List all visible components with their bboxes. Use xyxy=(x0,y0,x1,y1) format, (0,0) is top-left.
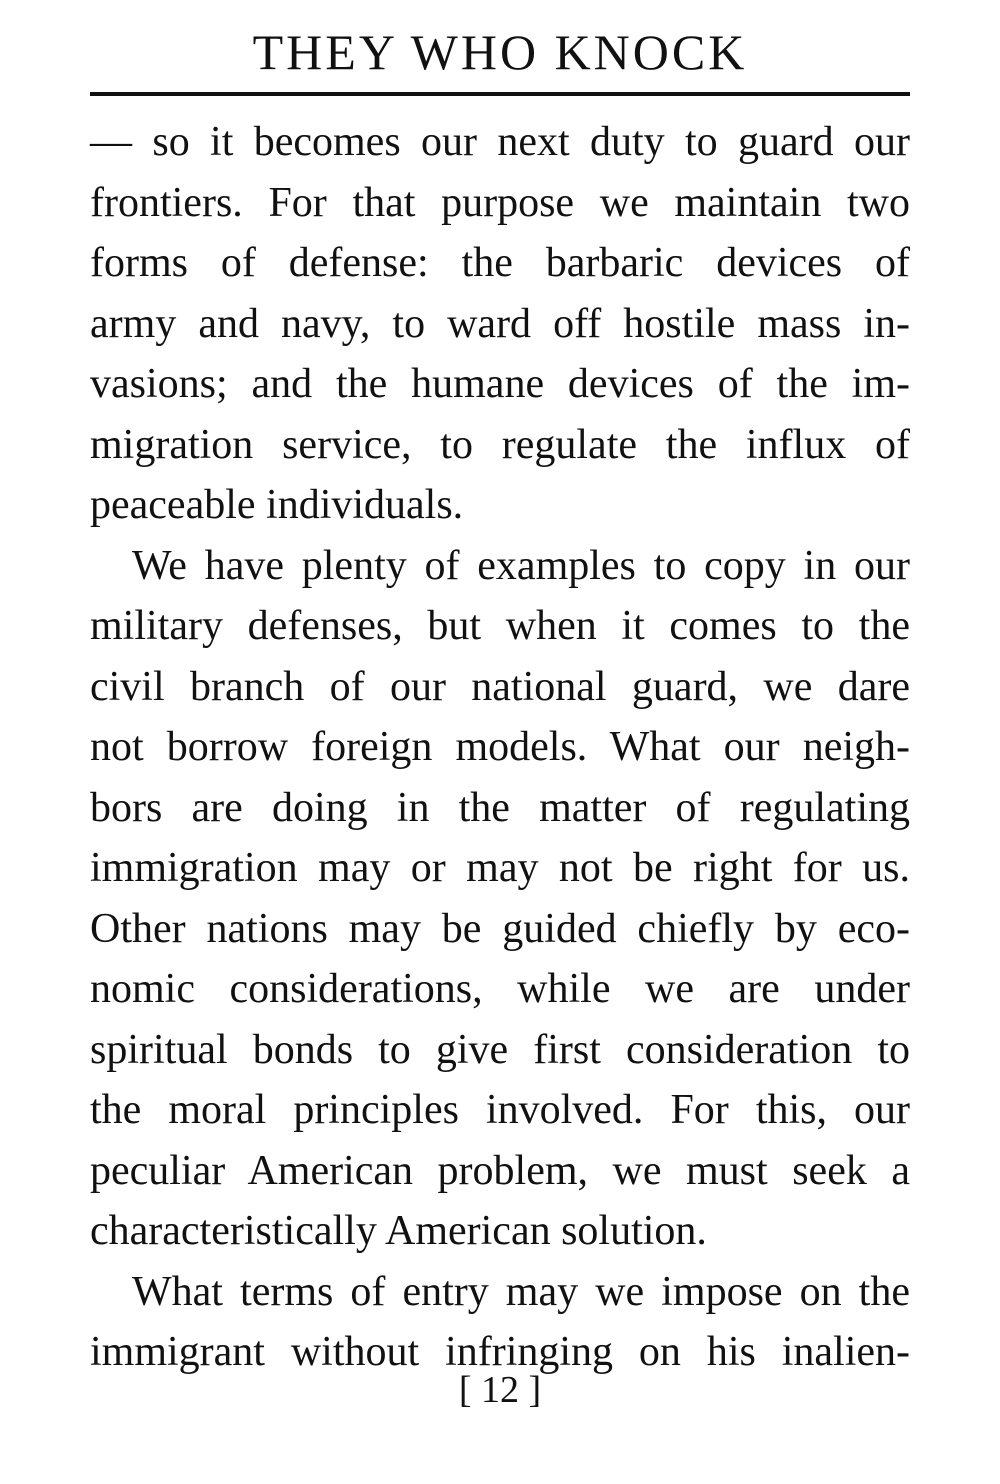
text-line: peculiar American problem, we must seek a xyxy=(90,1147,910,1194)
text-line: the moral principles involved. For this, our xyxy=(90,1087,910,1133)
text-line: We have plenty of examples to copy in our xyxy=(132,542,910,589)
page-number: [ 12 ] xyxy=(458,1369,542,1411)
text-line: characteristically American solution. xyxy=(90,1208,707,1254)
text-line: peaceable individuals. xyxy=(90,482,464,528)
text-line: Other nations may be guided chiefly by eco- xyxy=(90,905,910,952)
text-line: spiritual bonds to give first consideration to xyxy=(90,1026,910,1073)
text-line: immigrant without infringing on his inalien- xyxy=(90,1329,910,1375)
text-line: civil branch of our national guard, we dare xyxy=(90,663,910,710)
text-line: immigration may or may not be right for us. xyxy=(90,845,910,891)
text-line: migration service, to regulate the influx of xyxy=(90,421,910,468)
text-line: What terms of entry may we impose on the xyxy=(132,1268,910,1315)
running-head: THEY WHO KNOCK xyxy=(252,24,748,80)
text-line: vasions; and the humane devices of the im- xyxy=(90,361,910,407)
text-line: — so it becomes our next duty to guard our xyxy=(90,119,910,165)
text-line: forms of defense: the barbaric devices of xyxy=(90,240,910,286)
text-line: bors are doing in the matter of regulating xyxy=(90,784,910,831)
text-line: military defenses, but when it comes to the xyxy=(90,603,910,649)
header-rule xyxy=(90,92,910,96)
body-text xyxy=(90,112,910,1383)
text-line: frontiers. For that purpose we maintain two xyxy=(90,179,910,226)
text-line: not borrow foreign models. What our neigh- xyxy=(90,724,910,770)
text-line: nomic considerations, while we are under xyxy=(90,966,910,1012)
text-line: army and navy, to ward off hostile mass in- xyxy=(90,300,910,347)
